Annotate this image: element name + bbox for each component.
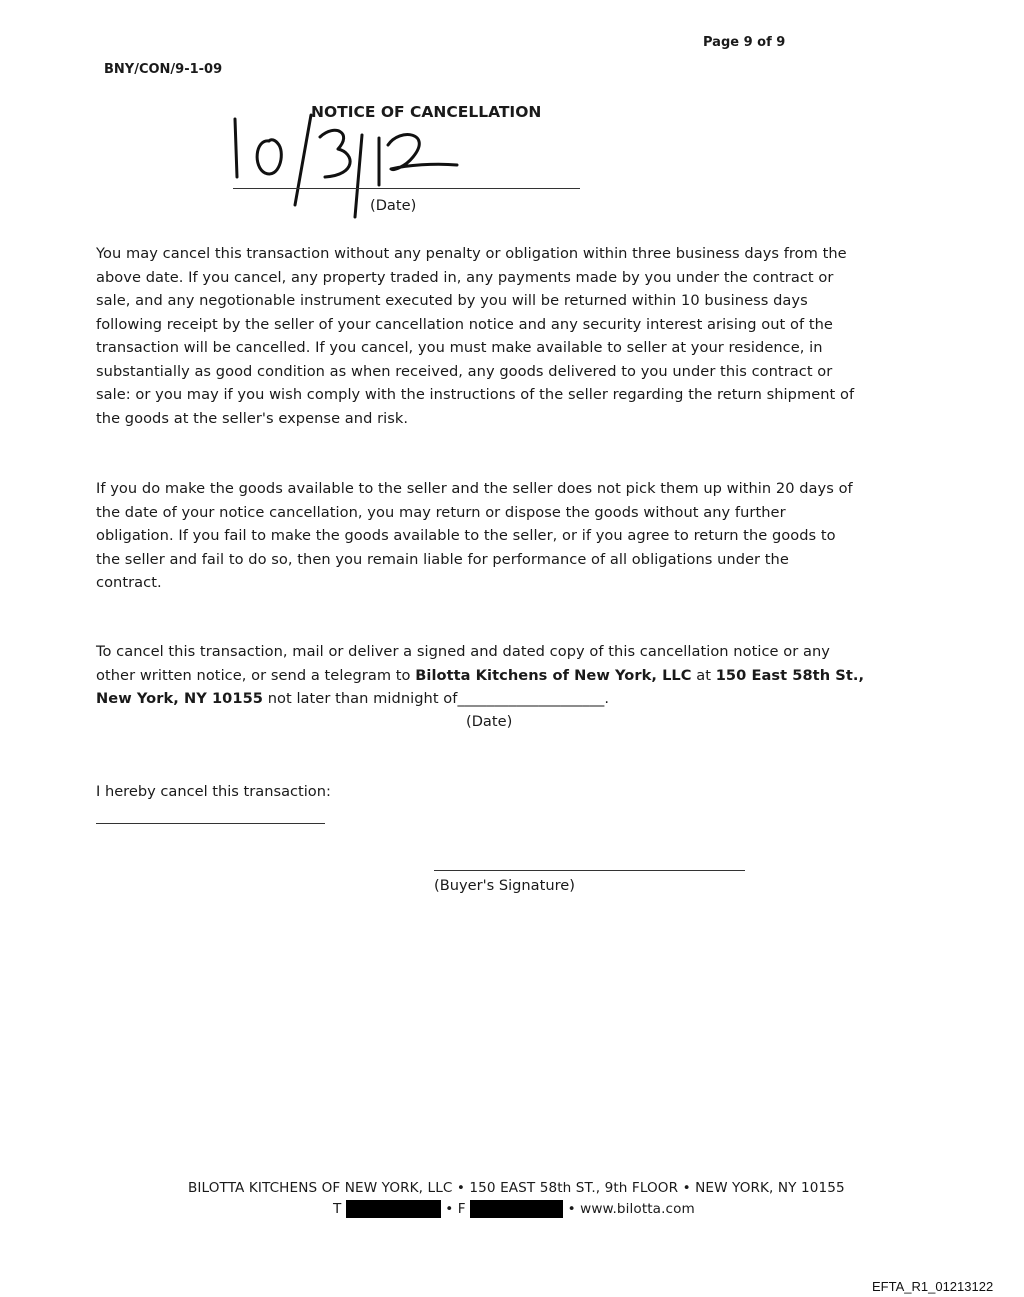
document-code: BNY/CON/9-1-09 bbox=[104, 62, 223, 77]
sentence-end: . bbox=[604, 690, 610, 707]
midnight-date-blank: ____________________ bbox=[457, 690, 605, 707]
handwritten-date bbox=[225, 105, 465, 220]
footer-address: BILOTTA KITCHENS OF NEW YORK, LLC • 150 EAST 58th ST., 9th FLOOR • NEW YORK, NY 10155 bbox=[188, 1180, 845, 1196]
company-address-city: New York, NY 10155 bbox=[96, 690, 263, 707]
date-underline bbox=[233, 188, 580, 189]
bates-stamp: EFTA_R1_01213122 bbox=[872, 1279, 994, 1294]
paragraph-how-to-cancel bbox=[96, 640, 866, 711]
footer-website: • www.bilotta.com bbox=[567, 1201, 695, 1217]
how-to-cancel-text-1: To cancel this transaction, mail or deliver a signed and dated copy of this cancellation notice or any other written notice, or send a telegram to bbox=[96, 643, 830, 684]
footer-phone-label: T bbox=[333, 1201, 342, 1217]
buyer-signature-label: (Buyer's Signature) bbox=[434, 877, 575, 894]
how-to-cancel-text-3: not later than midnight of bbox=[267, 690, 458, 707]
paragraph-cancellation-rights: You may cancel this transaction without any penalty or obligation within three business days from the above date. If you cancel, any property traded in, any payments made by you under the contract or sale, and any negotionable instrument executed by you will be returned within 10 business days following receipt by the seller of your cancellation notice and any security interest arising out of the transaction will be cancelled. If you cancel, you must make available to seller at your residence, in substantially as good condition as when received, any goods delivered to you under this contract or sale: or you may if you wish comply with the instructions of the seller regarding the return shipment of the goods at the seller's expense and risk. bbox=[96, 245, 855, 427]
cancel-statement: I hereby cancel this transaction: bbox=[96, 783, 331, 800]
company-name: Bilotta Kitchens of New York, LLC bbox=[415, 666, 692, 684]
footer-contact bbox=[333, 1200, 695, 1218]
paragraph-goods-return: If you do make the goods available to the seller and the seller does not pick them up within 20 days of the date of your notice cancellation, you may return or dispose the goods without any further obligation. If you fail to make the goods available to the seller, or if you agree to return the goods to the seller and fail to do so, then you remain liable for performance of all obligations under the contract. bbox=[96, 480, 853, 591]
notice-title: NOTICE OF CANCELLATION bbox=[311, 103, 542, 121]
date-label: (Date) bbox=[370, 197, 417, 214]
buyer-signature-line bbox=[434, 870, 745, 871]
cancel-date-line bbox=[96, 823, 325, 824]
footer-fax-label: • F bbox=[445, 1201, 466, 1217]
midnight-date-label: (Date) bbox=[466, 713, 513, 730]
page-number: Page 9 of 9 bbox=[703, 35, 786, 50]
redacted-phone bbox=[346, 1200, 441, 1218]
how-to-cancel-text-2: at bbox=[696, 666, 712, 684]
company-address-street: 150 East 58th St., bbox=[715, 666, 865, 684]
redacted-fax bbox=[470, 1200, 563, 1218]
